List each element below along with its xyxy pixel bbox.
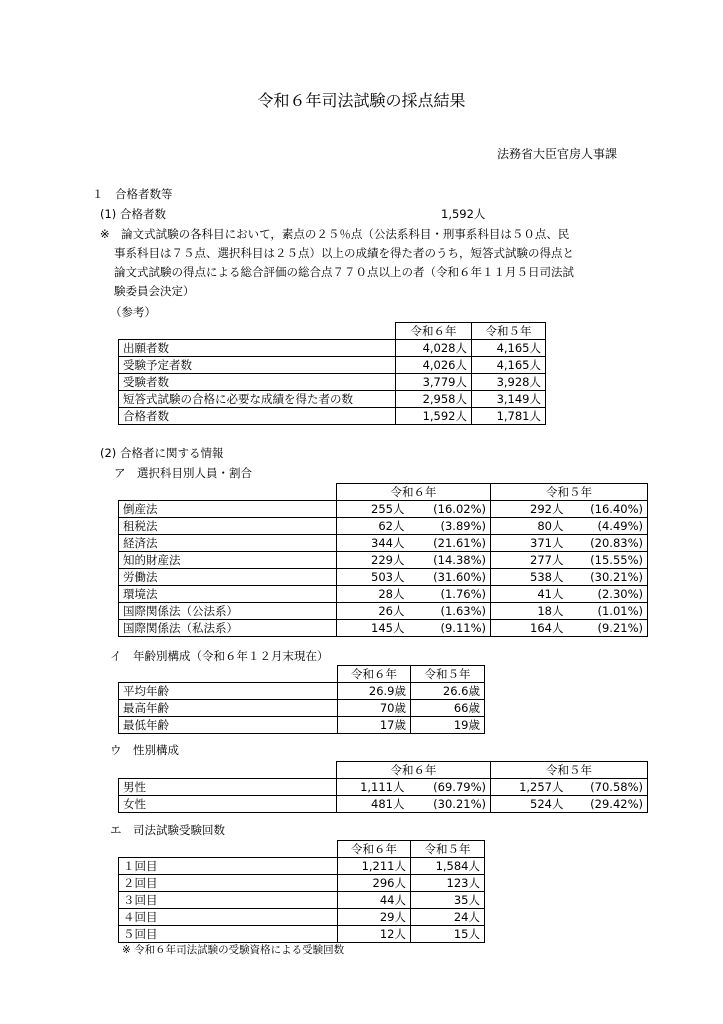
- table-row: [119, 552, 648, 569]
- cell-percent: (1.63%): [409, 603, 491, 620]
- attempts-footnote: ※ 令和６年司法試験の受験資格による受験回数: [122, 944, 345, 956]
- table-row: [119, 569, 648, 586]
- cell-percent: (70.58%): [568, 779, 648, 796]
- table-row: [119, 340, 546, 357]
- cell-value: 29人: [338, 909, 411, 926]
- cell-value: 4,165人: [472, 357, 546, 374]
- section-1-heading: １ 合格者数等: [92, 187, 173, 201]
- column-header: 令和６年: [337, 484, 491, 501]
- table-row: [119, 620, 648, 637]
- row-label: 最高年齢: [119, 700, 338, 717]
- cell-value: 17歳: [338, 717, 411, 734]
- cell-value: 4,165人: [472, 340, 546, 357]
- table-row: [119, 518, 648, 535]
- row-label: 平均年齢: [119, 683, 338, 700]
- column-header: 令和５年: [491, 762, 648, 779]
- table-header-row: [119, 841, 485, 858]
- table-row: [119, 796, 648, 813]
- table-row: [119, 374, 546, 391]
- cell-value: 1,211人: [338, 858, 411, 875]
- criteria-note-line: 事系科目は７５点、選択科目は２５点）以上の成績を得た者のうち，短答式試験の得点と: [114, 246, 574, 260]
- row-label: 知的財産法: [119, 552, 337, 569]
- reference-table: [118, 322, 546, 425]
- cell-percent: (15.55%): [568, 552, 648, 569]
- cell-count: 371人: [491, 535, 568, 552]
- cell-value: 15人: [411, 926, 485, 943]
- cell-count: 277人: [491, 552, 568, 569]
- cell-value: 26.6歳: [411, 683, 485, 700]
- cell-count: 344人: [337, 535, 409, 552]
- cell-count: 1,111人: [337, 779, 409, 796]
- cell-percent: (9.21%): [568, 620, 648, 637]
- cell-percent: (9.11%): [409, 620, 491, 637]
- cell-value: 35人: [411, 892, 485, 909]
- cell-value: 70歳: [338, 700, 411, 717]
- cell-percent: (31.60%): [409, 569, 491, 586]
- row-label: 労働法: [119, 569, 337, 586]
- row-label: ４回目: [119, 909, 338, 926]
- table-row: [119, 875, 485, 892]
- cell-count: 538人: [491, 569, 568, 586]
- cell-value: 1,592人: [396, 408, 472, 425]
- cell-value: 24人: [411, 909, 485, 926]
- cell-count: 164人: [491, 620, 568, 637]
- row-label: 受験者数: [119, 374, 396, 391]
- table-header-row: [119, 484, 648, 501]
- row-label: 国際関係法（公法系）: [119, 603, 337, 620]
- column-header: 令和６年: [396, 323, 472, 340]
- cell-count: 41人: [491, 586, 568, 603]
- cell-value: 296人: [338, 875, 411, 892]
- column-header: 令和５年: [411, 666, 485, 683]
- cell-percent: (3.89%): [409, 518, 491, 535]
- column-header: 令和６年: [337, 762, 491, 779]
- cell-percent: (4.49%): [568, 518, 648, 535]
- age-structure-table: [118, 665, 485, 734]
- cell-value: 26.9歳: [338, 683, 411, 700]
- row-label: １回目: [119, 858, 338, 875]
- row-label: 経済法: [119, 535, 337, 552]
- passers-count-label: (1) 合格者数: [100, 207, 166, 221]
- column-header: 令和５年: [491, 484, 648, 501]
- row-label: 合格者数: [119, 408, 396, 425]
- cell-value: 12人: [338, 926, 411, 943]
- reference-label: （参考）: [110, 305, 156, 319]
- table-row: [119, 501, 648, 518]
- table-row: [119, 408, 546, 425]
- cell-value: 19歳: [411, 717, 485, 734]
- table-row: [119, 700, 485, 717]
- table-row: [119, 603, 648, 620]
- cell-percent: (1.01%): [568, 603, 648, 620]
- table-row: [119, 779, 648, 796]
- cell-percent: (30.21%): [409, 796, 491, 813]
- cell-count: 18人: [491, 603, 568, 620]
- page-title: 令和６年司法試験の採点結果: [257, 91, 466, 110]
- table-row: [119, 858, 485, 875]
- exam-attempts-heading: エ 司法試験受験回数: [110, 823, 225, 837]
- elective-subject-heading: ア 選択科目別人員・割合: [114, 466, 252, 480]
- table-row: [119, 357, 546, 374]
- row-label: 受験予定者数: [119, 357, 396, 374]
- row-label: ５回目: [119, 926, 338, 943]
- cell-value: 4,028人: [396, 340, 472, 357]
- table-row: [119, 586, 648, 603]
- row-label: 倒産法: [119, 501, 337, 518]
- cell-count: 524人: [491, 796, 568, 813]
- cell-count: 255人: [337, 501, 409, 518]
- row-label: 短答式試験の合格に必要な成績を得た者の数: [119, 391, 396, 408]
- criteria-note-line: 論文式試験の得点による総合評価の総合点７７０点以上の者（令和６年１１月５日司法試: [114, 265, 574, 279]
- cell-percent: (2.30%): [568, 586, 648, 603]
- gender-structure-table: [118, 761, 648, 813]
- row-label: 出願者数: [119, 340, 396, 357]
- cell-count: 28人: [337, 586, 409, 603]
- exam-attempts-table: [118, 840, 485, 943]
- cell-value: 3,928人: [472, 374, 546, 391]
- age-structure-heading: イ 年齢別構成（令和６年１２月末現在）: [110, 649, 329, 663]
- table-row: [119, 391, 546, 408]
- cell-percent: (30.21%): [568, 569, 648, 586]
- cell-count: 503人: [337, 569, 409, 586]
- elective-subject-table: [118, 483, 648, 637]
- table-row: [119, 683, 485, 700]
- criteria-note-line: 験委員会決定）: [114, 284, 195, 298]
- cell-percent: (29.42%): [568, 796, 648, 813]
- cell-value: 2,958人: [396, 391, 472, 408]
- row-label: 女性: [119, 796, 337, 813]
- table-row: [119, 909, 485, 926]
- table-row: [119, 892, 485, 909]
- cell-count: 80人: [491, 518, 568, 535]
- cell-percent: (16.40%): [568, 501, 648, 518]
- department-name: 法務省大臣官房人事課: [497, 147, 618, 161]
- cell-count: 229人: [337, 552, 409, 569]
- cell-percent: (16.02%): [409, 501, 491, 518]
- table-header-row: [119, 323, 546, 340]
- row-label: 男性: [119, 779, 337, 796]
- row-label: ２回目: [119, 875, 338, 892]
- cell-count: 26人: [337, 603, 409, 620]
- cell-percent: (69.79%): [409, 779, 491, 796]
- row-label: 租税法: [119, 518, 337, 535]
- cell-percent: (1.76%): [409, 586, 491, 603]
- cell-percent: (14.38%): [409, 552, 491, 569]
- cell-value: 1,781人: [472, 408, 546, 425]
- passers-count-value: 1,592人: [441, 207, 486, 221]
- cell-count: 481人: [337, 796, 409, 813]
- table-row: [119, 535, 648, 552]
- table-header-row: [119, 762, 648, 779]
- cell-value: 123人: [411, 875, 485, 892]
- cell-count: 62人: [337, 518, 409, 535]
- cell-value: 4,026人: [396, 357, 472, 374]
- cell-value: 1,584人: [411, 858, 485, 875]
- cell-count: 1,257人: [491, 779, 568, 796]
- cell-value: 3,149人: [472, 391, 546, 408]
- row-label: 国際関係法（私法系）: [119, 620, 337, 637]
- column-header: 令和５年: [472, 323, 546, 340]
- criteria-note-line: ※ 論文式試験の各科目において，素点の２５％点（公法系科目・刑事系科目は５０点、民: [100, 227, 570, 241]
- cell-count: 292人: [491, 501, 568, 518]
- table-row: [119, 717, 485, 734]
- cell-value: 3,779人: [396, 374, 472, 391]
- column-header: 令和６年: [338, 841, 411, 858]
- table-row: [119, 926, 485, 943]
- cell-value: 66歳: [411, 700, 485, 717]
- passer-info-heading: (2) 合格者に関する情報: [100, 446, 224, 460]
- cell-count: 145人: [337, 620, 409, 637]
- column-header: 令和６年: [338, 666, 411, 683]
- row-label: ３回目: [119, 892, 338, 909]
- column-header: 令和５年: [411, 841, 485, 858]
- cell-value: 44人: [338, 892, 411, 909]
- cell-percent: (20.83%): [568, 535, 648, 552]
- table-header-row: [119, 666, 485, 683]
- row-label: 環境法: [119, 586, 337, 603]
- gender-structure-heading: ウ 性別構成: [110, 743, 179, 757]
- row-label: 最低年齢: [119, 717, 338, 734]
- cell-percent: (21.61%): [409, 535, 491, 552]
